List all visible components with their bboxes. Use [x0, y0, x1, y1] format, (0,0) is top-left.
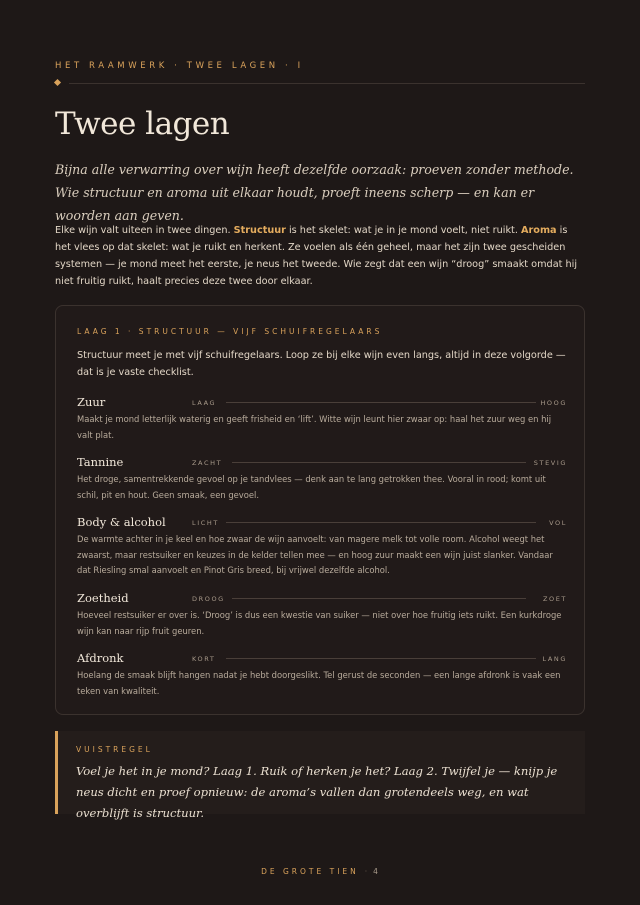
- callout-label: VUISTREGEL: [76, 745, 153, 754]
- slider-name: Zuur: [77, 395, 106, 409]
- slider-description: De warmte achter in je keel en hoe zwaar de wijn aanvoelt: van magere melk tot volle room. Alcohol weegt het zwaarst, maar restsuiker en keuzes in de kelder tellen mee — en hoog zuur maakt een wijn juist slanker. Vandaar dat Riesling smal aanvoelt en Pinot Gris breed, bij vrijwel dezelfde alcohol.: [77, 534, 553, 575]
- slider-track: [226, 658, 536, 659]
- section-kicker: HET RAAMWERK · TWEE LAGEN · I: [55, 61, 304, 71]
- slider-track: [232, 598, 526, 599]
- page-title: Twee lagen: [55, 106, 230, 142]
- slider-low-label: DROOG: [192, 595, 225, 603]
- footer-separator: ·: [364, 867, 368, 876]
- slider-high-label: HOOG: [540, 399, 567, 407]
- slider-name: Afdronk: [77, 651, 124, 665]
- intro-text: is het vlees op dat skelet: wat je ruikt en herkent. Ze voelen als één geheel, maar het zijn twee gescheiden systemen — je mond meet het eerste, je neus het tweede. Wie zegt dat een wijn “droog” smaakt omdat hij niet fruitig ruikt, haalt precies deze twee door elkaar.: [55, 225, 578, 287]
- callout-text: Voel je het in je mond? Laag 1. Ruik of herken je het? Laag 2. Twijfel je — knijp je neus dicht en proef opnieuw: de aroma’s vallen dan grotendeels weg, en wat overblijft is structuur.: [76, 764, 558, 820]
- footer-title: DE GROTE TIEN: [261, 867, 359, 876]
- term-structuur: Structuur: [233, 225, 286, 236]
- slider-track: [226, 402, 536, 403]
- term-aroma: Aroma: [521, 225, 557, 236]
- intro-paragraph: [55, 222, 585, 290]
- callout-accent-bar: [55, 731, 58, 814]
- slider-low-label: LAAG: [192, 399, 217, 407]
- intro-text: is het skelet: wat je in je mond voelt, niet ruikt.: [285, 225, 522, 236]
- slider-track: [226, 522, 536, 523]
- slider-high-label: STEVIG: [533, 459, 567, 467]
- slider-description: Hoeveel restsuiker er over is. ‘Droog’ is dus een kwestie van suiker — niet over hoe fruitig iets ruikt. Een kurkdroge wijn kan naar rijp fruit geuren.: [77, 610, 562, 636]
- slider-high-label: LANG: [542, 655, 567, 663]
- rule-of-thumb-callout: [55, 731, 585, 820]
- slider-track: [232, 462, 526, 463]
- slider-description: Hoelang de smaak blijft hangen nadat je hebt doorgeslikt. Tel gerust de seconden — een lange afdronk is vaak een teken van kwaliteit.: [77, 670, 561, 696]
- slider-high-label: ZOET: [542, 595, 567, 603]
- slider-description: Het droge, samentrekkende gevoel op je tandvlees — denk aan te lang getrokken thee. Vooral in rood; komt uit schil, pit en hout. Geen smaak, een gevoel.: [77, 474, 546, 500]
- slider-high-label: VOL: [549, 519, 567, 527]
- page-number: 4: [373, 867, 379, 876]
- slider-name: Body & alcohol: [77, 515, 166, 529]
- slider-low-label: LICHT: [192, 519, 219, 527]
- page-footer: [55, 867, 585, 876]
- card-intro: Structuur meet je met vijf schuifregelaars. Loop ze bij elke wijn even langs, altijd in deze volgorde — dat is je vaste checklist.: [77, 350, 566, 378]
- slider-name: Zoetheid: [77, 591, 129, 605]
- divider: [69, 83, 585, 84]
- structure-card: [55, 305, 585, 715]
- slider-name: Tannine: [77, 455, 124, 469]
- slider-description: Maakt je mond letterlijk waterig en geeft frisheid en ‘lift’. Witte wijn leunt hier zwaar op: haal het zuur weg en hij valt plat.: [77, 414, 552, 440]
- diamond-ornament-icon: [54, 79, 61, 86]
- intro-text: Elke wijn valt uiteen in twee dingen.: [55, 225, 234, 236]
- card-kicker: LAAG 1 · STRUCTUUR — VIJF SCHUIFREGELAARS: [77, 327, 383, 336]
- lede-paragraph: Bijna alle verwarring over wijn heeft dezelfde oorzaak: proeven zonder methode. Wie structuur en aroma uit elkaar houdt, proeft ineens scherp — en kan er woorden aan geven.: [55, 162, 574, 223]
- slider-low-label: ZACHT: [192, 459, 223, 467]
- slider-low-label: KORT: [192, 655, 216, 663]
